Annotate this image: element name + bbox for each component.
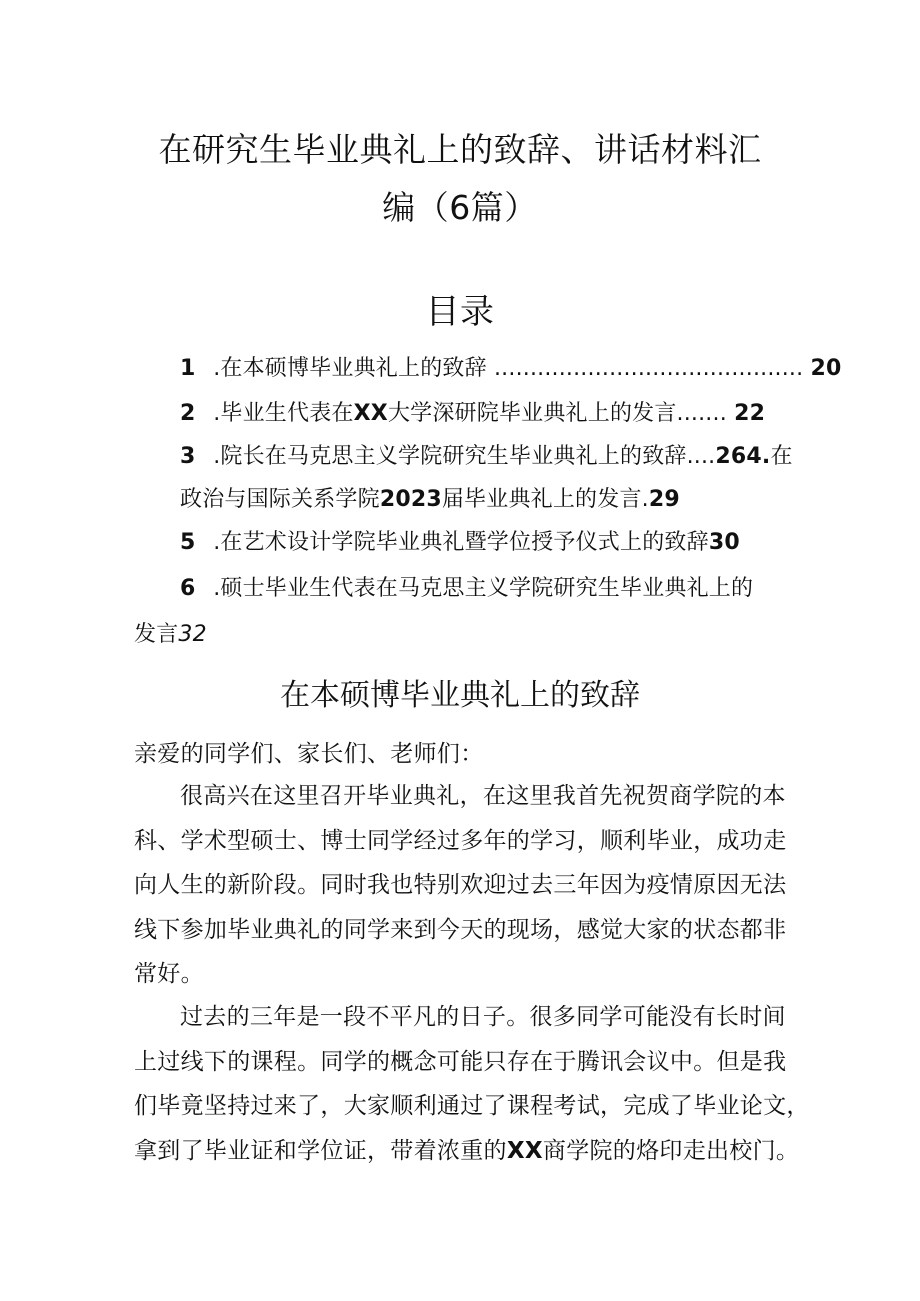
toc-item-text-rest: 大学深研院毕业典礼上的发言....... [387, 401, 727, 426]
section-title: 在本硕博毕业典礼上的致辞 [280, 678, 640, 713]
toc-item-5[interactable] [180, 525, 740, 556]
toc-item-number: 1 [180, 356, 196, 381]
toc-item-text: .在本硕博毕业典礼上的致辞 ........................................... [213, 356, 804, 381]
toc-item-text: .毕业生代表在 [213, 401, 354, 426]
paragraph-1-line: 很高兴在这里召开毕业典礼，在这里我首先祝贺商学院的本 [180, 783, 786, 809]
toc-item-text: .在艺术设计学院毕业典礼暨学位授予仪式上的致辞 [213, 530, 709, 555]
salutation: 亲爱的同学们、家长们、老师们： [134, 741, 484, 767]
toc-item-6-continued[interactable] [134, 617, 207, 648]
toc-item-6[interactable] [180, 571, 753, 602]
paragraph-2-line: 过去的三年是一段不平凡的日子。很多同学可能没有长时间 [180, 1004, 786, 1030]
toc-heading: 目录 [425, 292, 495, 332]
toc-item-page: 32 [178, 622, 207, 647]
toc-item-page: 22 [734, 401, 766, 426]
paragraph-1-line: 科、学术型硕士、博士同学经过多年的学习，顺利毕业，成功走 [134, 828, 787, 854]
toc-item-2[interactable] [180, 396, 765, 427]
paragraph-2-text: 拿到了毕业证和学位证，带着浓重的 [134, 1138, 507, 1164]
toc-item-page: 20 [810, 356, 842, 381]
toc-item-text: 发言 [134, 622, 179, 647]
toc-item-1[interactable] [180, 351, 842, 382]
toc-item-number: 6 [180, 576, 196, 601]
paragraph-1-line: 向人生的新阶段。同时我也特别欢迎过去三年因为疫情原因无法 [134, 872, 787, 898]
toc-item-text: .硕士毕业生代表在马克思主义学院研究生毕业典礼上的 [213, 576, 754, 601]
paragraph-2-line [134, 1132, 799, 1165]
paragraph-1-line: 线下参加毕业典礼的同学来到今天的现场，感觉大家的状态都非 [134, 917, 787, 943]
toc-item-4[interactable] [180, 482, 680, 513]
toc-item-number: 2 [180, 401, 196, 426]
toc-item-page: 30 [708, 530, 740, 555]
toc-item-3[interactable] [180, 439, 793, 470]
paragraph-1-line: 常好。 [134, 961, 204, 987]
paragraph-2-line: 上过线下的课程。同学的概念可能只存在于腾讯会议中。但是我 [134, 1049, 787, 1075]
paragraph-2-line: 们毕竟坚持过来了，大家顺利通过了课程考试，完成了毕业论文， [134, 1093, 810, 1119]
toc-item-trailing-text: 在 [770, 444, 793, 469]
toc-item-text: .院长在马克思主义学院研究生毕业典礼上的致辞.... [213, 444, 716, 469]
document-title-line-2: 编（6篇） [382, 188, 538, 227]
paragraph-2-text-rest: 商学院的烙印走出校门。 [542, 1138, 800, 1164]
toc-item-text-bold: 2023 [379, 487, 442, 512]
toc-item-page: 29 [648, 487, 680, 512]
toc-item-text: 政治与国际关系学院 [180, 487, 380, 512]
toc-item-text-bold: XX [353, 401, 388, 426]
document-title-line-1: 在研究生毕业典礼上的致辞、讲话材料汇 [158, 130, 762, 169]
toc-item-text-rest: 届毕业典礼上的发言. [441, 487, 649, 512]
paragraph-2-bold-text: XX [506, 1138, 543, 1164]
toc-item-page: 264. [715, 444, 771, 469]
toc-item-number: 3 [180, 444, 196, 469]
toc-item-number: 5 [180, 530, 196, 555]
